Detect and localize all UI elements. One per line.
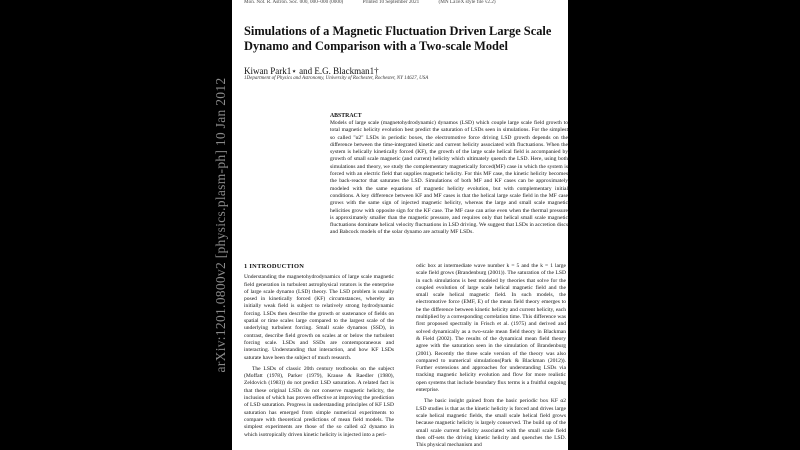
journal-header (244, 0, 564, 5)
left-column (244, 263, 394, 443)
arxiv-identifier: arXiv:1201.0800v2 [physics.plasm-ph] 10 Jan 2012 (213, 77, 228, 373)
intro-paragraph-2: The LSDs of classic 20th century textbooks on the subject (Moffatt (1978), Parker (1979), Krause & Raedler (1980), Zeldovich (1983)) do not predict LSD saturation. A related fact is that these original LSDs do not conserve magnetic helicity, the inclusion of which has proven effective at improving the prediction of LSD saturation. Progress in understanding principles of KF LSD saturation has emerged from simple numerical experiments to compare with theoretical predictions of mean field models. The simplest experiments are those of the so called α2 dynamo in which isotropically driven kinetic helicity is injected into a peri- (244, 365, 394, 438)
paper-page (232, 0, 568, 450)
intro-paragraph-4: The basic insight gained from the basic periodic box KF α2 LSD studies is that as the kinetic helicity is forced and drives large scale helical magnetic fields, the small scale helical field grows because magnetic helicity is largely conserved. The build up of the small scale current helicity associated with the small scale field then off-sets the driving kinetic helicity and quenches the LSD. This physical mechanism and (416, 398, 566, 449)
paper-title: Simulations of a Magnetic Fluctuation Driven Large Scale Dynamo and Comparison with a Two-scale Model (244, 24, 552, 53)
intro-paragraph-1: Understanding the magnetohydrodynamics of large scale magnetic field generation in turbulent astrophysical rotators is the enterprise of large scale dynamo (LSD) theory. The LSD problem is usually posed in kinetically forced (KF) circumstances, whereby an initially weak field is subject to relatively strong hydrodynamic forcing. LSDs then describe the growth or sustenance of fields on spatial or time scales large compared to the largest scale of the underlying turbulent forcing. Small scale dynamos (SSD), in contrast, describe field growth on scales at or below the turbulent forcing scale. LSDs and SSDs are contemporaneous and interacting. Understanding that interaction, and how KF LSDs saturate have been the subject of much research. (244, 274, 394, 361)
right-column (416, 263, 566, 450)
section-heading: 1 INTRODUCTION (244, 263, 305, 270)
style-note: (MN LaTeX style file v2.2) (438, 0, 496, 5)
arxiv-stamp (181, 55, 261, 395)
intro-paragraph-3: odic box at intermediate wave number k = 5 and the k = 1 large scale field grows (Brandenburg (2001)). The saturation of the LSD in such simulations is best modeled by theories that solve for the coupled evolution of large scale helical magnetic field and the small scale helical magnetic field. In such models, the electromotive force (EMF, E) of the mean field theory emerges to be the difference between kinetic helicity and current helicity, each multiplied by a corresponding correlation time. This difference was first proposed spectrally in Frisch et al. (1975) and derived and solved dynamically as a two-scale mean field theory in Blackman & Field (2002). The results of the dynamical mean field theory agree with the saturation seen in the simulation of Brandenburg (2001). Recently the three scale version of the theory was also compared to numerical simulations(Park & Blackman (2012)). Further extensions and approaches for understanding LSDs via tracking magnetic helicity evolution and flow for more realistic open systems that include boundary flux terms is a fruitful ongoing enterprise. (416, 263, 566, 394)
abstract-text: Models of large scale (magnetohydrodynamic) dynamos (LSD) which couple large scale field growth to total magnetic helicity evolution best predict the saturation of LSDs seen in simulations. For the simplest so called "α2" LSDs in periodic boxes, the electromotive force driving LSD growth depends on the difference between the time-integrated kinetic and current helicity associated with fluctuations. When the system is helically kinetically forced (KF), the growth of the large scale helical field is accompanied by growth of small scale magnetic (and current) helicity which ultimately quench the LSD. Here, using both simulations and theory, we study the complementary magnetically forced(MF) case in which the system is forced with an electric field that supplies magnetic helicity. For this MF case, the kinetic helicity becomes the back-reactor that saturates the LSD. Simulations of both MF and KF cases can be approximately modeled with the same equations of magnetic helicity evolution, but with complementary initial conditions. A key difference between KF and MF cases is that the helical large scale field in the MF case grows with the same sign of injected magnetic helicity, whereas the large and small scale magnetic helicities grow with opposite sign for the KF case. The MF case can arise even when the thermal pressure is approximately smaller than the magnetic pressure, and requires only that helical small scale magnetic fluctuations dominate helical velocity fluctuations in LSD driving. We suggest that LSDs in accretion discs and Babcock models of the solar dynamo are actually MF LSDs. (330, 120, 568, 236)
abstract-heading: ABSTRACT (330, 113, 362, 119)
journal-citation: Mon. Not. R. Astron. Soc. 000, 000–000 (0000) (244, 0, 344, 5)
authors: Kiwan Park1⋆ and E.G. Blackman1† (244, 66, 379, 76)
affiliation: 1Department of Physics and Astronomy, University of Rochester, Rochester, NY 14627, USA (244, 76, 429, 81)
printed-date: Printed 10 September 2021 (362, 0, 420, 5)
